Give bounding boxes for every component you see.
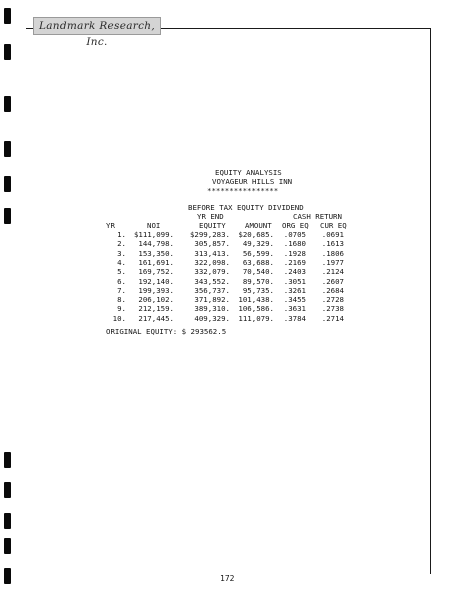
cell-cur-eq: .2607	[321, 276, 344, 286]
cell-noi: 199,393.	[138, 285, 174, 295]
right-margin-rule	[430, 28, 431, 574]
cell-yr: 10.	[112, 313, 126, 323]
header-cash-return: CASH RETURN	[293, 212, 342, 221]
cell-org-eq: .3455	[283, 295, 306, 305]
cell-amount: 111,079.	[238, 313, 274, 323]
cell-yr: 4.	[117, 257, 126, 267]
cell-amount: 95,735.	[242, 285, 274, 295]
binder-hole	[4, 141, 11, 157]
cell-cur-eq: .2124	[321, 267, 344, 277]
binder-hole	[4, 8, 11, 24]
cell-yr: 7.	[117, 285, 126, 295]
binder-hole	[4, 568, 11, 584]
cell-org-eq: .1928	[283, 248, 306, 258]
col-header-yr: YR	[106, 221, 115, 230]
cell-noi: 212,159.	[138, 304, 174, 314]
cell-org-eq: .3051	[283, 276, 306, 286]
cell-cur-eq: .0691	[321, 230, 344, 239]
cell-amount: $20,685.	[238, 230, 274, 239]
original-equity: ORIGINAL EQUITY: $ 293562.5	[106, 327, 227, 336]
cell-equity: 371,892.	[194, 295, 230, 305]
cell-amount: 106,586.	[238, 304, 274, 314]
report-title: EQUITY ANALYSIS	[215, 168, 282, 177]
binder-hole	[4, 96, 11, 112]
cell-yr: 9.	[117, 304, 126, 314]
binder-hole	[4, 452, 11, 468]
cell-equity: $299,283.	[189, 230, 230, 239]
cell-cur-eq: .2714	[321, 313, 344, 323]
cell-yr: 3.	[117, 248, 126, 258]
cell-noi: 169,752.	[138, 267, 174, 277]
cell-cur-eq: .1806	[321, 248, 344, 258]
cell-amount: 56,599.	[242, 248, 274, 258]
col-header-org-eq: ORG EQ	[282, 221, 309, 230]
cell-cur-eq: .2738	[321, 304, 344, 314]
cell-equity: 332,079.	[194, 267, 230, 277]
col-header-noi: NOI	[147, 221, 161, 230]
cell-noi: $111,099.	[133, 230, 174, 239]
cell-equity: 313,413.	[194, 248, 230, 258]
cell-amount: 101,438.	[238, 295, 274, 305]
cell-yr: 1.	[117, 230, 126, 239]
cell-equity: 322,098.	[194, 257, 230, 267]
cell-equity: 356,737.	[194, 285, 230, 295]
page-number: 172	[220, 574, 235, 583]
binder-hole	[4, 176, 11, 192]
col-header-amount: AMOUNT	[245, 221, 272, 230]
cell-equity: 305,857.	[194, 239, 230, 249]
binder-hole	[4, 44, 11, 60]
cell-equity: 389,310.	[194, 304, 230, 314]
cell-amount: 70,540.	[242, 267, 274, 277]
cell-noi: 192,140.	[138, 276, 174, 286]
report-subtitle: VOYAGEUR HILLS INN	[212, 177, 293, 186]
cell-org-eq: .3631	[283, 304, 306, 314]
cell-noi: 153,350.	[138, 248, 174, 258]
binder-hole	[4, 513, 11, 529]
section-title: BEFORE TAX EQUITY DIVIDEND	[188, 203, 304, 212]
report-title-stars: ****************	[207, 186, 279, 195]
cell-noi: 206,102.	[138, 295, 174, 305]
cell-equity: 343,552.	[194, 276, 230, 286]
cell-yr: 6.	[117, 276, 126, 286]
cell-org-eq: .2403	[283, 267, 306, 277]
cell-amount: 49,329.	[242, 239, 274, 249]
company-logo: Landmark Research, Inc.	[33, 17, 161, 35]
cell-org-eq: .1680	[283, 239, 306, 249]
cell-noi: 144,798.	[138, 239, 174, 249]
cell-cur-eq: .1977	[321, 257, 344, 267]
cell-cur-eq: .1613	[321, 239, 344, 249]
cell-amount: 89,570.	[242, 276, 274, 286]
cell-org-eq: .3784	[283, 313, 306, 323]
cell-cur-eq: .2684	[321, 285, 344, 295]
cell-yr: 2.	[117, 239, 126, 249]
cell-noi: 161,691.	[138, 257, 174, 267]
cell-cur-eq: .2728	[321, 295, 344, 305]
cell-org-eq: .2169	[283, 257, 306, 267]
binder-hole	[4, 208, 11, 224]
binder-hole	[4, 482, 11, 498]
binder-hole	[4, 538, 11, 554]
cell-org-eq: .0705	[283, 230, 306, 239]
cell-org-eq: .3261	[283, 285, 306, 295]
col-header-cur-eq: CUR EQ	[320, 221, 347, 230]
cell-yr: 8.	[117, 295, 126, 305]
header-yr-end: YR END	[197, 212, 224, 221]
cell-noi: 217,445.	[138, 313, 174, 323]
cell-equity: 409,329.	[194, 313, 230, 323]
col-header-equity: EQUITY	[199, 221, 226, 230]
cell-amount: 63,688.	[242, 257, 274, 267]
cell-yr: 5.	[117, 267, 126, 277]
